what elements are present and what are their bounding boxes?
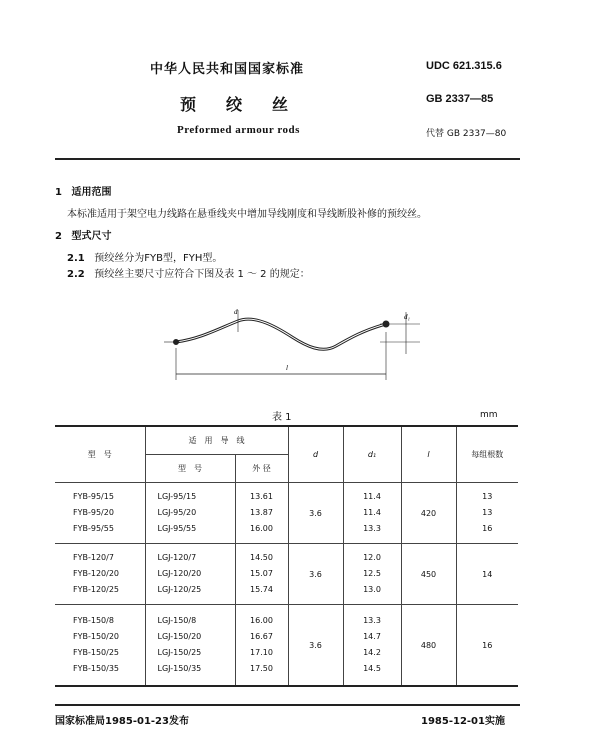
- header-count: 每组根数: [456, 426, 518, 483]
- table-row: FYB-120/7 FYB-120/20 FYB-120/25 LGJ-120/7 LGJ-120/20 LGJ-120/25 14.50 15.07 15.74 3.6 12.0 12.5 13.0 450 14: [55, 544, 518, 605]
- rod-shape: [176, 319, 386, 349]
- section-1-number: 1: [55, 187, 62, 198]
- armour-rod-figure: [150, 302, 430, 392]
- header-d: d: [288, 426, 343, 483]
- table-row: FYB-150/8 FYB-150/20 FYB-150/25 FYB-150/35 LGJ-150/8 LGJ-150/20 LGJ-150/25 LGJ-150/35 16.00 16.67 17.10 17.50 3.6 13.3 14.7 14.2 14.5 480 16: [55, 605, 518, 687]
- udc-code: UDC 621.315.6: [426, 60, 502, 72]
- english-title: Preformed armour rods: [177, 124, 300, 136]
- header-l: l: [401, 426, 456, 483]
- clause-2-1-text: 预绞丝分为FYB型，FYH型。: [94, 253, 223, 264]
- header-d1: d₁: [343, 426, 401, 483]
- label-d: d: [234, 308, 238, 316]
- label-l: l: [286, 364, 288, 372]
- issue-date: 国家标准局1985-01-23发布: [55, 716, 189, 727]
- section-2-number: 2: [55, 231, 62, 242]
- clause-2-2-text: 预绞丝主要尺寸应符合下图及表 1 ～ 2 的规定：: [94, 269, 310, 280]
- dimension-table: [55, 425, 518, 687]
- header-conductor-od: 外 径: [235, 455, 288, 483]
- section-1-text: 本标准适用于架空电力线路在悬垂线夹中增加导线刚度和导线断股补修的预绞丝。: [67, 209, 427, 220]
- section-1-heading: [55, 183, 112, 198]
- section-1-title: 适用范围: [71, 187, 112, 198]
- effective-date: 1985-12-01实施: [421, 716, 505, 727]
- section-2-title: 型式尺寸: [71, 231, 112, 242]
- document-title: 预绞丝: [180, 95, 319, 114]
- issuing-body: 中华人民共和国国家标准: [150, 62, 305, 77]
- clause-2-1-number: 2.1: [67, 253, 85, 264]
- clause-2-2: [67, 265, 310, 280]
- table-caption: 表 1: [272, 412, 292, 423]
- header-conductor-model: 型 号: [145, 455, 235, 483]
- clause-2-1: [67, 249, 222, 264]
- header-model: 型 号: [55, 426, 145, 483]
- table-row: FYB-95/15 FYB-95/20 FYB-95/55 LGJ-95/15 LGJ-95/20 LGJ-95/55 13.61 13.87 16.00 3.6 11.4 11.4 13.3 420 13 13 16: [55, 483, 518, 544]
- label-d1: d₁: [404, 313, 410, 321]
- footer-rule: [55, 704, 520, 706]
- section-2-heading: [55, 227, 112, 242]
- header-conductor: 适 用 导 线: [145, 426, 288, 455]
- replaces-note: 代替 GB 2337—80: [426, 129, 507, 139]
- table-unit: mm: [480, 410, 498, 420]
- header-rule: [55, 158, 520, 160]
- standard-number: GB 2337—85: [426, 93, 494, 105]
- clause-2-2-number: 2.2: [67, 269, 85, 280]
